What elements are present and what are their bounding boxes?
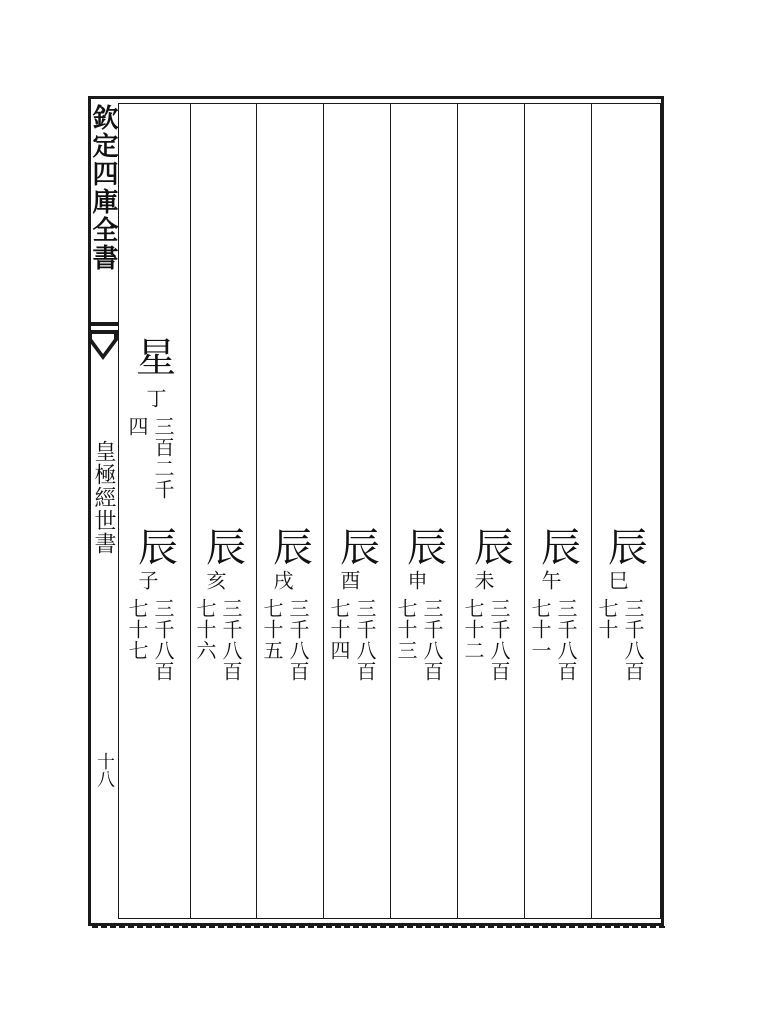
chen-note-right: 三千八百 [286, 598, 310, 682]
chen-column [529, 330, 593, 910]
chen-note [596, 598, 644, 682]
chen-note-right: 三千八百 [353, 598, 377, 682]
chen-note-left: 七十一 [528, 598, 552, 661]
chen-column [462, 330, 526, 910]
page-number: 十八 [94, 752, 115, 788]
chen-column [328, 330, 392, 910]
chen-note [261, 598, 309, 682]
chen-column [126, 330, 190, 910]
chen-note [328, 598, 376, 682]
chen-column [596, 330, 660, 910]
chen-note-right: 三千八百 [420, 598, 444, 682]
chen-branch: 戌 [270, 570, 294, 590]
chen-character: 辰 [541, 525, 581, 571]
column-rule [190, 103, 191, 919]
chen-branch: 子 [135, 570, 159, 590]
chen-character: 辰 [273, 525, 313, 571]
chen-note-left: 七十 [595, 598, 619, 640]
chen-note-right: 三千八百 [621, 598, 645, 682]
chen-branch: 午 [538, 570, 562, 590]
chen-column [194, 330, 258, 910]
chen-note [126, 598, 174, 682]
star-character: 星 [136, 335, 176, 381]
chen-note-right: 三千八百 [554, 598, 578, 682]
chen-character: 辰 [407, 525, 447, 571]
margin-divider [88, 322, 118, 326]
chen-note [529, 598, 577, 682]
chen-note-right: 三千八百 [151, 598, 175, 682]
chen-note-left: 七十四 [327, 598, 351, 661]
chen-character: 辰 [608, 525, 648, 571]
chen-note-left: 七十五 [260, 598, 284, 661]
chen-character: 辰 [206, 525, 246, 571]
bottom-border-rule [92, 924, 668, 930]
star-note-left: 四 [125, 416, 149, 437]
chen-branch: 亥 [203, 570, 227, 590]
chen-note-left: 七十二 [461, 598, 485, 661]
chen-note-left: 七十三 [394, 598, 418, 661]
chen-note [194, 598, 242, 682]
star-note-right: 三百二千 [151, 416, 175, 500]
chen-branch: 巳 [605, 570, 629, 590]
chen-note-right: 三千八百 [219, 598, 243, 682]
chen-branch: 酉 [337, 570, 361, 590]
chen-character: 辰 [340, 525, 380, 571]
chen-note-left: 七十六 [193, 598, 217, 661]
chen-column [395, 330, 459, 910]
fish-tail-ornament-icon [88, 330, 118, 364]
chen-note [395, 598, 443, 682]
collection-title: 欽定四庫全書 [88, 104, 118, 272]
chen-note-left: 七十七 [125, 598, 149, 661]
star-branch: 丁 [143, 388, 167, 408]
chen-character: 辰 [138, 525, 178, 571]
chen-column [261, 330, 325, 910]
chen-note-right: 三千八百 [487, 598, 511, 682]
chen-character: 辰 [474, 525, 514, 571]
chen-branch: 申 [404, 570, 428, 590]
chen-note [462, 598, 510, 682]
chen-branch: 未 [471, 570, 495, 590]
book-title: 皇極經世書 [91, 440, 116, 555]
